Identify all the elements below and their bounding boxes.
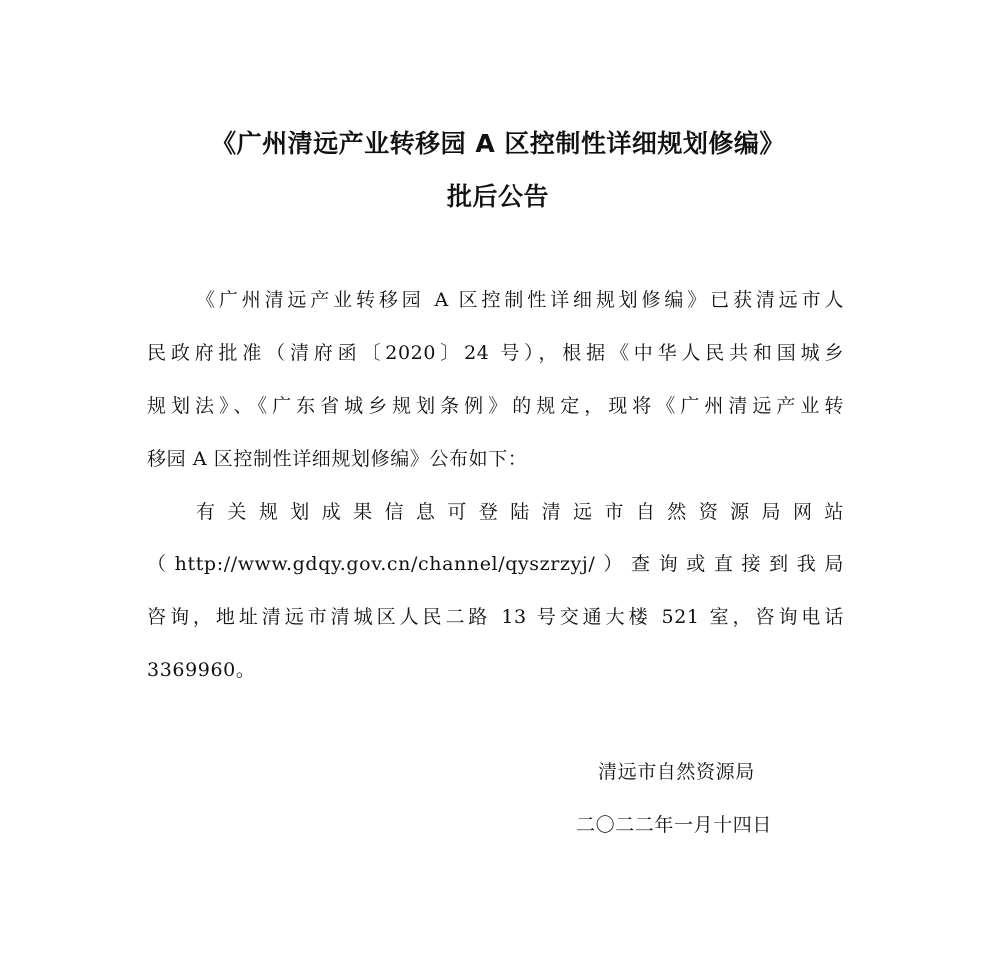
signature-organization: 清远市自然资源局 bbox=[598, 761, 755, 783]
signature-date: 二〇二二年一月十四日 bbox=[576, 814, 773, 836]
paragraph-1-line-2: 民政府批准（清府函〔2020〕24 号），根据《中华人民共和国城乡 bbox=[147, 342, 844, 364]
document-title-line-1: 《广州清远产业转移园 A 区控制性详细规划修编》 bbox=[211, 129, 785, 158]
paragraph-1-line-1: 《广州清远产业转移园 A 区控制性详细规划修编》已获清远市人 bbox=[196, 289, 844, 311]
paragraph-1-line-4: 移园 A 区控制性详细规划修编》公布如下： bbox=[147, 448, 528, 470]
paragraph-2-line-1: 有关规划成果信息可登陆清远市自然资源局网站 bbox=[196, 501, 844, 523]
paragraph-2-line-4: 3369960。 bbox=[147, 659, 256, 681]
paragraph-2-line-3: 咨询，地址清远市清城区人民二路 13 号交通大楼 521 室，咨询电话 bbox=[147, 606, 844, 628]
paragraph-2-line-2: （http://www.gdqy.gov.cn/channel/qyszrzyj/）查询或直接到我局 bbox=[147, 553, 844, 575]
paragraph-1-line-3: 规划法》、《广东省城乡规划条例》的规定，现将《广州清远产业转 bbox=[147, 395, 844, 417]
document-title-line-2: 批后公告 bbox=[446, 182, 549, 211]
